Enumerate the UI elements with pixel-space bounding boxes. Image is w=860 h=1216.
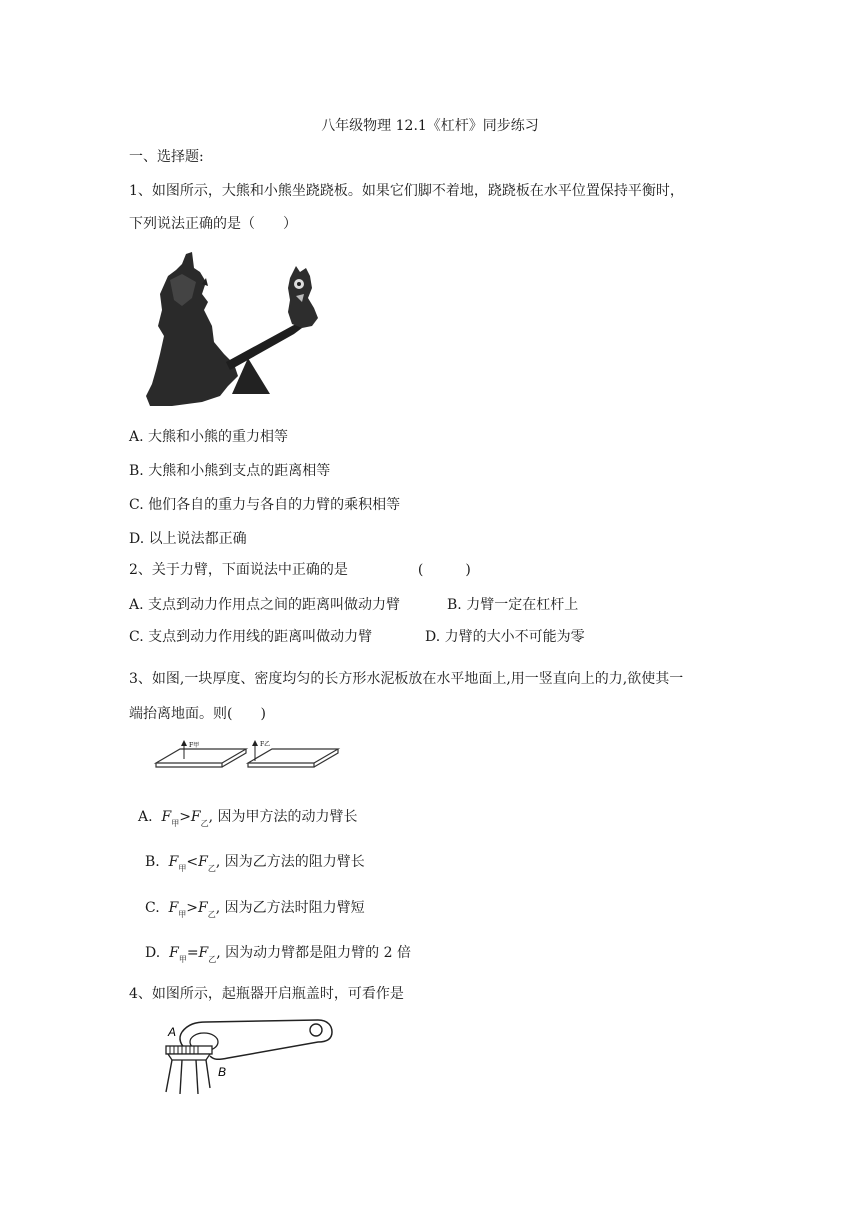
q1-stem-line2: 下列说法正确的是（ ） [129,216,297,232]
section-heading: 一、选择题: [129,149,204,165]
q2-option-d: D. 力臂的大小不可能为零 [425,629,585,645]
bottle-opener-figure [158,1016,338,1096]
label-a: A [168,1025,177,1039]
q2-option-a: A. 支点到动力作用点之间的距离叫做动力臂 [129,597,401,613]
q3-option-d: D. $F_甲=F_乙$, 因为动力臂都是阻力臂的 2 倍 [145,945,411,964]
q1-stem-line1: 1、如图所示，大熊和小熊坐跷跷板。如果它们脚不着地，跷跷板在水平位置保持平衡时， [129,183,684,199]
q3-option-a: A. $F_甲>F_乙$, 因为甲方法的动力臂长 [138,809,358,828]
document-title: 八年级物理 12.1《杠杆》同步练习 [321,118,539,134]
q1-option-b: B. 大熊和小熊到支点的距离相等 [129,463,331,479]
concrete-slab-figure [150,737,350,777]
q1-option-c: C. 他们各自的重力与各自的力臂的乘积相等 [129,497,401,513]
seesaw-bears-figure [142,246,342,412]
label-b: B [218,1065,227,1079]
fig-label-right: F乙 [260,741,271,748]
q3-stem-line1: 3、如图,一块厚度、密度均匀的长方形水泥板放在水平地面上,用一竖直向上的力,欲使其一 [129,671,684,687]
q3-option-c: C. $F_甲>F_乙$, 因为乙方法时阻力臂短 [145,900,365,919]
q1-option-a: A. 大熊和小熊的重力相等 [129,429,289,445]
q2-option-c: C. 支点到动力作用线的距离叫做动力臂 [129,629,373,645]
fig-label-left: F甲 [189,742,200,749]
q1-option-d: D. 以上说法都正确 [129,531,247,547]
q4-stem: 4、如图所示，起瓶器开启瓶盖时，可看作是 [129,986,404,1002]
q3-stem-line2: 端抬离地面。则( ) [129,706,266,722]
q2-stem: 2、关于力臂，下面说法中正确的是 ( ) [129,562,471,578]
q2-option-b: B. 力臂一定在杠杆上 [447,597,579,613]
q3-option-b: B. $F_甲<F_乙$, 因为乙方法的阻力臂长 [145,854,365,873]
